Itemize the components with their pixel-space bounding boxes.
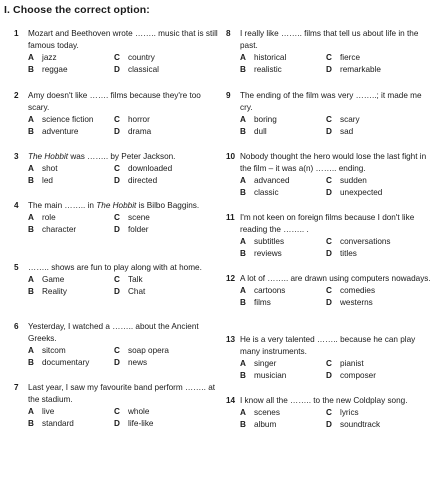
question-stem: 7 Last year, I saw my favourite band perform …….. at the stadium. [14,383,216,404]
option-a[interactable]: A scenes [240,408,280,417]
options [226,114,431,138]
options [14,345,219,369]
options [226,407,431,431]
option-a[interactable]: A historical [240,53,287,62]
option-c[interactable]: C fierce [326,53,361,62]
option-b[interactable]: B films [240,298,271,307]
options [226,52,431,76]
option-b[interactable]: B documentary [28,358,90,367]
question-stem: 9 The ending of the film was very ……..; it made me cry. [226,91,422,112]
options [14,274,219,298]
question-stem: 4 The main …….. in The Hobbit is Bilbo Baggins. [14,201,200,210]
question-5 [14,262,219,298]
question-1 [14,28,219,76]
question-number: 3 [14,152,19,161]
options [14,114,219,138]
option-b[interactable]: B dull [240,127,267,136]
question-number: 8 [226,29,231,38]
option-d[interactable]: D westerns [326,298,373,307]
option-a[interactable]: A science fiction [28,115,94,124]
option-b[interactable]: B reviews [240,249,282,258]
options [226,175,431,199]
option-c[interactable]: C conversations [326,237,391,246]
option-c[interactable]: C pianist [326,359,364,368]
option-d[interactable]: D directed [114,176,158,185]
option-b[interactable]: B realistic [240,65,282,74]
question-2 [14,90,219,138]
option-c[interactable]: C scary [326,115,360,124]
option-a[interactable]: A shot [28,164,58,173]
question-number: 13 [226,335,236,344]
option-c[interactable]: C horror [114,115,150,124]
options [226,358,431,382]
option-c[interactable]: C scene [114,213,150,222]
question-number: 1 [14,29,19,38]
question-stem: 8 I really like …….. films that tell us about life in the past. [226,29,419,50]
question-stem: 14 I know all the …….. to the new Coldplay song. [226,396,408,405]
question-number: 10 [226,152,236,161]
option-b[interactable]: B musician [240,371,287,380]
question-stem: 3 The Hobbit was …….. by Peter Jackson. [14,152,176,161]
question-7 [14,382,219,430]
question-8 [226,28,431,76]
option-b[interactable]: B character [28,225,77,234]
option-a[interactable]: A jazz [28,53,57,62]
option-c[interactable]: C comedies [326,286,376,295]
question-6 [14,321,219,369]
option-a[interactable]: A sitcom [28,346,66,355]
option-a[interactable]: A singer [240,359,277,368]
question-11 [226,212,431,260]
option-d[interactable]: D unexpected [326,188,383,197]
option-d[interactable]: D life-like [114,419,154,428]
question-number: 9 [226,91,231,100]
option-c[interactable]: C country [114,53,155,62]
option-b[interactable]: B album [240,420,277,429]
option-a[interactable]: A advanced [240,176,290,185]
options [14,163,219,187]
option-d[interactable]: D news [114,358,148,367]
question-number: 4 [14,201,19,210]
question-number: 5 [14,263,19,272]
option-d[interactable]: D classical [114,65,159,74]
question-4 [14,200,219,236]
question-stem: 10 Nobody thought the hero would lose the last fight in the film – it was a(n) …….. ending. [226,152,427,173]
options [14,52,219,76]
question-stem: 5 …….. shows are fun to play along with at home. [14,263,202,272]
option-d[interactable]: D composer [326,371,376,380]
option-a[interactable]: A Game [28,275,65,284]
question-number: 6 [14,322,19,331]
option-c[interactable]: C soap opera [114,346,169,355]
option-b[interactable]: B classic [240,188,279,197]
question-13 [226,334,431,382]
question-stem: 6 Yesterday, I watched a …….. about the Ancient Greeks. [14,322,199,343]
option-c[interactable]: C sudden [326,176,367,185]
question-number: 12 [226,274,236,283]
option-b[interactable]: B reggae [28,65,68,74]
option-d[interactable]: D drama [114,127,152,136]
question-10 [226,151,431,199]
option-b[interactable]: B led [28,176,53,185]
option-d[interactable]: D soundtrack [326,420,381,429]
options [226,285,431,309]
options [14,406,219,430]
option-b[interactable]: B adventure [28,127,79,136]
question-3 [14,151,219,187]
question-stem: 1 Mozart and Beethoven wrote …….. music that is still famous today. [14,29,218,50]
option-d[interactable]: D Chat [114,287,146,296]
option-c[interactable]: C whole [114,407,150,416]
option-d[interactable]: D sad [326,127,354,136]
question-stem: 13 He is a very talented …….. because he can play many instruments. [226,335,416,356]
option-a[interactable]: A cartoons [240,286,286,295]
question-12 [226,273,431,309]
option-a[interactable]: A boring [240,115,277,124]
option-b[interactable]: B Reality [28,287,68,296]
question-number: 2 [14,91,19,100]
question-stem: 11 I'm not keen on foreign films because I don't like reading the …….. . [226,213,415,234]
option-d[interactable]: D folder [114,225,149,234]
option-c[interactable]: C downloaded [114,164,173,173]
options [226,236,431,260]
option-c[interactable]: C lyrics [326,408,359,417]
question-number: 14 [226,396,236,405]
option-b[interactable]: B standard [28,419,74,428]
options [14,212,219,236]
option-a[interactable]: A subtitles [240,237,285,246]
option-c[interactable]: C Talk [114,275,143,284]
option-a[interactable]: A live [28,407,55,416]
question-14 [226,395,431,431]
question-number: 11 [226,213,235,222]
question-stem: 2 Amy doesn't like ……. films because they're too scary. [14,91,201,112]
question-stem: 12 A lot of …….. are drawn using computers nowadays. [226,274,431,283]
question-9 [226,90,431,138]
option-a[interactable]: A role [28,213,56,222]
question-number: 7 [14,383,19,392]
exercise-heading: I. Choose the correct option: [4,4,150,16]
option-d[interactable]: D remarkable [326,65,381,74]
option-d[interactable]: D titles [326,249,357,258]
